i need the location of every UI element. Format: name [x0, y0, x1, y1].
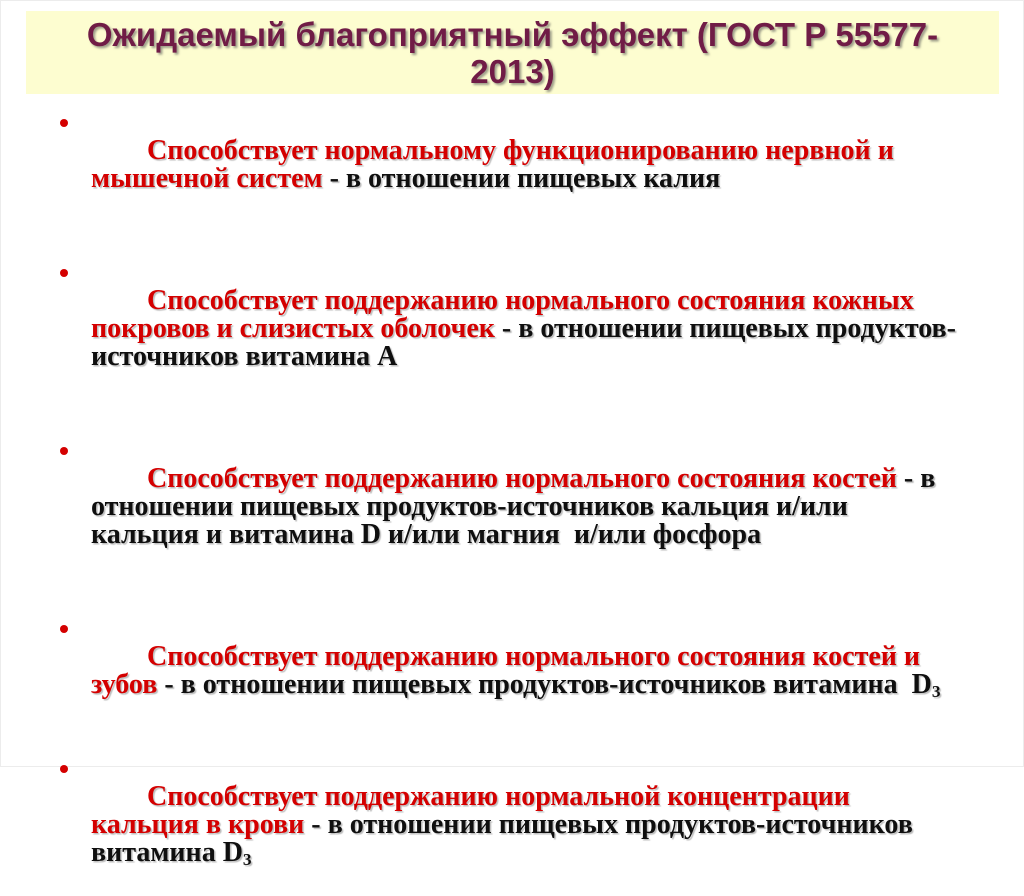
- bullet-highlight-text: Способствует поддержанию нормального состояния кожных покровов и слизистых оболочек: [91, 285, 921, 344]
- bullet-rest-text: - в отношении пищевых продуктов-источников кальция и/или кальция и витамина D и/или магния и/или фосфора: [91, 463, 943, 550]
- bullet-highlight-text: Способствует поддержанию нормальной концентрации кальция в крови: [91, 781, 857, 840]
- list-item: [58, 437, 961, 577]
- list-item: [58, 755, 961, 895]
- list-item: [58, 259, 961, 399]
- bullet-subscript: 3: [931, 682, 941, 702]
- bullet-list: [58, 109, 963, 895]
- bullet-highlight-text: Способствует нормальному функционированию нервной и мышечной систем: [91, 135, 901, 194]
- bullet-icon: [60, 447, 68, 455]
- bullet-rest-text: - в отношении пищевых калия: [322, 163, 721, 194]
- bullet-highlight-text: Способствует поддержанию нормального состояния костей и зубов: [91, 641, 928, 700]
- bullet-icon: [60, 625, 68, 633]
- slide-title-line-1: Ожидаемый благоприятный эффект (ГОСТ Р 55577-: [86, 16, 939, 53]
- slide-title-line-2: 2013): [470, 53, 555, 90]
- bullet-subscript: 3: [242, 850, 252, 870]
- slide-body: [58, 109, 963, 895]
- bullet-rest-text: - в отношении пищевых продуктов-источников витамина D: [91, 809, 920, 868]
- bullet-rest-text: - в отношении пищевых продуктов-источников витамина А: [91, 313, 956, 372]
- list-item: [58, 109, 961, 221]
- slide-title-bar: [26, 11, 999, 94]
- bullet-highlight-text: Способствует поддержанию нормального состояния костей: [147, 463, 897, 494]
- bullet-icon: [60, 765, 68, 773]
- bullet-rest-text: - в отношении пищевых продуктов-источников витамина D: [157, 669, 932, 700]
- bullet-icon: [60, 269, 68, 277]
- bullet-icon: [60, 119, 68, 127]
- list-item: [58, 615, 961, 727]
